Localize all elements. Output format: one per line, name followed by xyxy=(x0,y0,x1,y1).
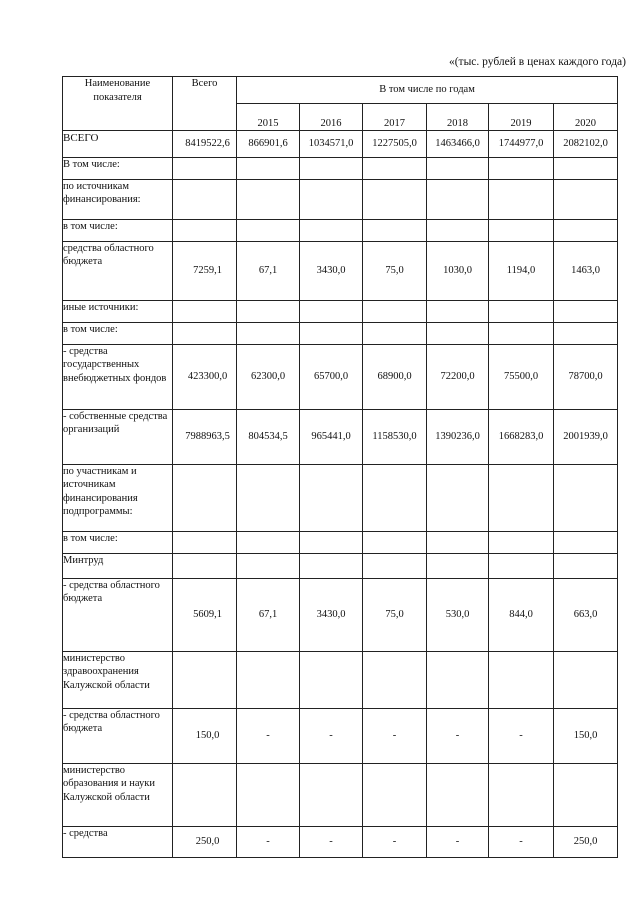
year-value-cell: 3430,0 xyxy=(300,242,363,301)
header-name-cell: Наименование показателя xyxy=(63,77,173,131)
year-value-cell: - xyxy=(237,709,300,764)
year-value-cell: 62300,0 xyxy=(237,345,300,410)
row-label-cell: Минтруд xyxy=(63,554,173,579)
header-year-cell: 2017 xyxy=(363,104,427,131)
year-value-cell xyxy=(427,220,489,242)
year-value-cell: 530,0 xyxy=(427,579,489,652)
row-label-cell: в том числе: xyxy=(63,532,173,554)
header-total-cell: Всего xyxy=(173,77,237,131)
year-value-cell xyxy=(363,158,427,180)
total-value-cell: 250,0 xyxy=(173,827,237,858)
year-value-cell: - xyxy=(427,709,489,764)
year-value-cell xyxy=(554,554,618,579)
year-value-cell xyxy=(427,180,489,220)
year-value-cell xyxy=(489,652,554,709)
budget-table xyxy=(62,76,618,858)
year-value-cell xyxy=(489,301,554,323)
year-value-cell xyxy=(300,180,363,220)
year-value-cell xyxy=(427,158,489,180)
year-value-cell: 844,0 xyxy=(489,579,554,652)
year-value-cell xyxy=(489,554,554,579)
year-value-cell xyxy=(427,532,489,554)
table-row xyxy=(63,345,618,410)
year-value-cell: 67,1 xyxy=(237,242,300,301)
year-value-cell xyxy=(237,532,300,554)
year-value-cell: 1390236,0 xyxy=(427,410,489,465)
year-value-cell: - xyxy=(489,827,554,858)
year-value-cell xyxy=(554,220,618,242)
header-year-cell: 2015 xyxy=(237,104,300,131)
year-value-cell xyxy=(363,323,427,345)
year-value-cell xyxy=(300,764,363,827)
year-value-cell xyxy=(427,764,489,827)
table-row xyxy=(63,158,618,180)
row-label-cell: иные источники: xyxy=(63,301,173,323)
row-label-cell: - средства xyxy=(63,827,173,858)
table-row xyxy=(63,180,618,220)
row-label-cell: средства областного бюджета xyxy=(63,242,173,301)
year-value-cell xyxy=(237,220,300,242)
table-row xyxy=(63,532,618,554)
year-value-cell: - xyxy=(427,827,489,858)
year-value-cell xyxy=(489,764,554,827)
year-value-cell xyxy=(237,465,300,532)
total-value-cell xyxy=(173,158,237,180)
year-value-cell xyxy=(237,764,300,827)
year-value-cell xyxy=(554,465,618,532)
total-value-cell: 7988963,5 xyxy=(173,410,237,465)
year-value-cell xyxy=(489,180,554,220)
year-value-cell xyxy=(300,465,363,532)
header-row-top xyxy=(63,77,618,104)
year-value-cell: 2001939,0 xyxy=(554,410,618,465)
header-year-cell: 2020 xyxy=(554,104,618,131)
year-value-cell xyxy=(300,554,363,579)
year-value-cell: 75500,0 xyxy=(489,345,554,410)
year-value-cell: 250,0 xyxy=(554,827,618,858)
row-label-cell: ВСЕГО xyxy=(63,131,173,158)
table-row xyxy=(63,465,618,532)
year-value-cell: 75,0 xyxy=(363,242,427,301)
year-value-cell xyxy=(300,220,363,242)
year-value-cell xyxy=(554,180,618,220)
year-value-cell: 67,1 xyxy=(237,579,300,652)
year-value-cell xyxy=(300,532,363,554)
year-value-cell xyxy=(554,652,618,709)
row-label-cell: - средства областного бюджета xyxy=(63,709,173,764)
year-value-cell: - xyxy=(300,709,363,764)
year-value-cell xyxy=(554,764,618,827)
year-value-cell: 1158530,0 xyxy=(363,410,427,465)
total-value-cell xyxy=(173,180,237,220)
year-value-cell: 65700,0 xyxy=(300,345,363,410)
row-label-cell: в том числе: xyxy=(63,220,173,242)
header-years-group-cell: В том числе по годам xyxy=(237,77,618,104)
year-value-cell: 804534,5 xyxy=(237,410,300,465)
year-value-cell: - xyxy=(363,827,427,858)
table-row xyxy=(63,764,618,827)
table-row xyxy=(63,652,618,709)
year-value-cell: 866901,6 xyxy=(237,131,300,158)
row-label-cell: в том числе: xyxy=(63,323,173,345)
year-value-cell: 1034571,0 xyxy=(300,131,363,158)
year-value-cell xyxy=(300,323,363,345)
header-year-cell: 2016 xyxy=(300,104,363,131)
year-value-cell xyxy=(237,652,300,709)
year-value-cell xyxy=(489,323,554,345)
total-value-cell xyxy=(173,323,237,345)
year-value-cell xyxy=(363,301,427,323)
table-row xyxy=(63,554,618,579)
year-value-cell xyxy=(489,220,554,242)
year-value-cell: - xyxy=(300,827,363,858)
year-value-cell xyxy=(237,180,300,220)
year-value-cell xyxy=(363,180,427,220)
year-value-cell: 78700,0 xyxy=(554,345,618,410)
year-value-cell: 68900,0 xyxy=(363,345,427,410)
year-value-cell xyxy=(237,554,300,579)
year-value-cell xyxy=(554,323,618,345)
table-body xyxy=(63,131,618,858)
table-row xyxy=(63,220,618,242)
table-row xyxy=(63,410,618,465)
year-value-cell xyxy=(427,323,489,345)
table-row xyxy=(63,323,618,345)
year-value-cell: - xyxy=(363,709,427,764)
year-value-cell: 3430,0 xyxy=(300,579,363,652)
row-label-cell: министерство образования и науки Калужской области xyxy=(63,764,173,827)
year-value-cell xyxy=(363,554,427,579)
year-value-cell xyxy=(489,158,554,180)
year-value-cell xyxy=(237,158,300,180)
unit-note: «(тыс. рублей в ценах каждого года) xyxy=(448,56,626,68)
row-label-cell: министерство здравоохранения Калужской области xyxy=(63,652,173,709)
row-label-cell: В том числе: xyxy=(63,158,173,180)
year-value-cell xyxy=(300,158,363,180)
year-value-cell xyxy=(554,301,618,323)
table-header xyxy=(63,77,618,131)
year-value-cell xyxy=(237,323,300,345)
year-value-cell: 1463466,0 xyxy=(427,131,489,158)
table-row xyxy=(63,242,618,301)
year-value-cell: 1227505,0 xyxy=(363,131,427,158)
total-value-cell xyxy=(173,764,237,827)
year-value-cell: 1668283,0 xyxy=(489,410,554,465)
year-value-cell: 75,0 xyxy=(363,579,427,652)
total-value-cell xyxy=(173,301,237,323)
year-value-cell xyxy=(300,301,363,323)
year-value-cell xyxy=(427,465,489,532)
year-value-cell xyxy=(363,652,427,709)
year-value-cell: - xyxy=(237,827,300,858)
year-value-cell xyxy=(554,158,618,180)
year-value-cell: 72200,0 xyxy=(427,345,489,410)
header-year-cell: 2019 xyxy=(489,104,554,131)
year-value-cell: 965441,0 xyxy=(300,410,363,465)
year-value-cell: 663,0 xyxy=(554,579,618,652)
table-row xyxy=(63,827,618,858)
year-value-cell: 150,0 xyxy=(554,709,618,764)
year-value-cell: 1744977,0 xyxy=(489,131,554,158)
header-year-cell: 2018 xyxy=(427,104,489,131)
year-value-cell: 1030,0 xyxy=(427,242,489,301)
table-row xyxy=(63,709,618,764)
year-value-cell xyxy=(427,301,489,323)
year-value-cell xyxy=(363,465,427,532)
year-value-cell xyxy=(300,652,363,709)
total-value-cell: 7259,1 xyxy=(173,242,237,301)
year-value-cell xyxy=(363,764,427,827)
total-value-cell: 423300,0 xyxy=(173,345,237,410)
year-value-cell xyxy=(427,652,489,709)
year-value-cell xyxy=(237,301,300,323)
row-label-cell: - средства областного бюджета xyxy=(63,579,173,652)
row-label-cell: по участникам и источникам финансирования подпрограммы: xyxy=(63,465,173,532)
row-label-cell: - средства государственных внебюджетных фондов xyxy=(63,345,173,410)
row-label-cell: по источникам финансирования: xyxy=(63,180,173,220)
total-value-cell: 150,0 xyxy=(173,709,237,764)
total-value-cell xyxy=(173,652,237,709)
total-value-cell xyxy=(173,220,237,242)
year-value-cell xyxy=(427,554,489,579)
table-row xyxy=(63,579,618,652)
year-value-cell xyxy=(489,532,554,554)
year-value-cell: 1463,0 xyxy=(554,242,618,301)
table-row xyxy=(63,301,618,323)
total-value-cell xyxy=(173,532,237,554)
total-value-cell xyxy=(173,554,237,579)
year-value-cell xyxy=(489,465,554,532)
year-value-cell: 2082102,0 xyxy=(554,131,618,158)
year-value-cell xyxy=(363,220,427,242)
year-value-cell xyxy=(363,532,427,554)
total-value-cell: 8419522,6 xyxy=(173,131,237,158)
year-value-cell: 1194,0 xyxy=(489,242,554,301)
table-row xyxy=(63,131,618,158)
year-value-cell xyxy=(554,532,618,554)
row-label-cell: - собственные средства организаций xyxy=(63,410,173,465)
year-value-cell: - xyxy=(489,709,554,764)
total-value-cell xyxy=(173,465,237,532)
total-value-cell: 5609,1 xyxy=(173,579,237,652)
